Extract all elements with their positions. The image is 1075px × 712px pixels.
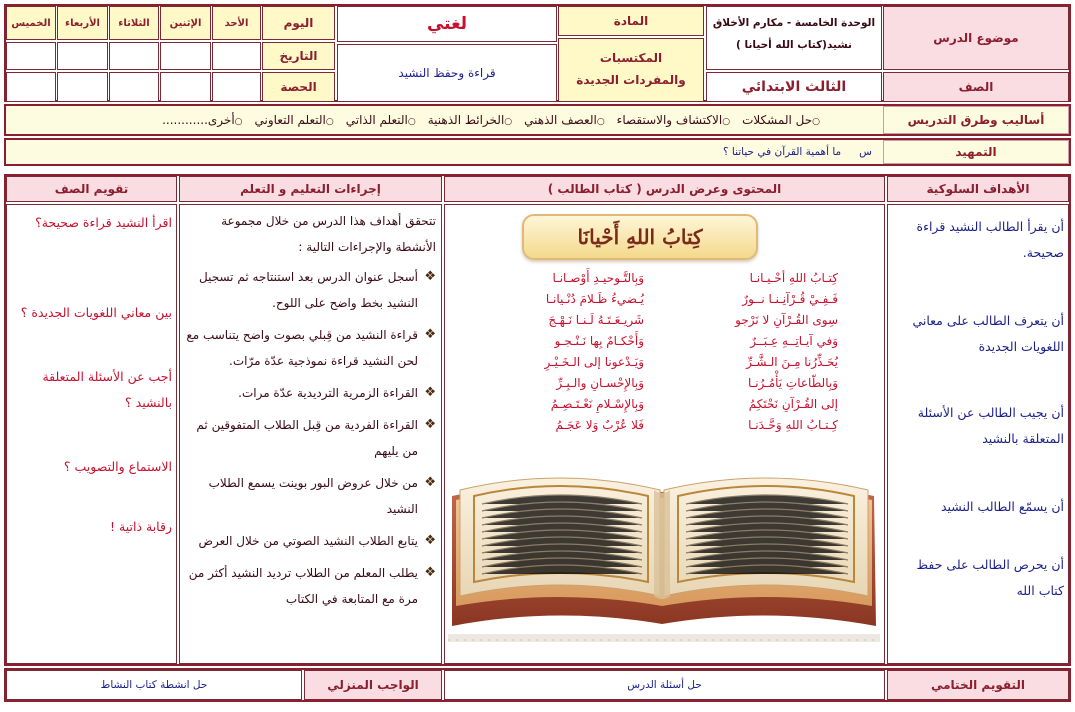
poem-right-column bbox=[662, 268, 838, 436]
date-cell-sunday[interactable] bbox=[212, 42, 261, 70]
poem-line: فَلا عُرْبٌ وَلا عَجَـمُ bbox=[555, 418, 644, 432]
objective-3: أن يجيب الطالب عن الأسئلة المتعلقة بالنشيد bbox=[917, 405, 1064, 446]
unit-line-1: الوحدة الخامسة - مكارم الأخلاق bbox=[712, 17, 876, 29]
date-cell-thursday[interactable] bbox=[6, 42, 56, 70]
poem-left-column bbox=[468, 268, 644, 436]
poem-line: فَـفِـيْ قُـرْآنِـنـا نــورٌ bbox=[742, 292, 838, 306]
homework-label: الواجب المنزلي bbox=[304, 670, 442, 700]
day-monday: الإثنين bbox=[160, 6, 211, 40]
unit-line-2: نشيد(كتاب الله أحيانا ) bbox=[736, 39, 852, 51]
poem-line: وَيَـدْعونا إلى الـخَـيْـرِ bbox=[544, 355, 644, 369]
competencies-label-1: المكتسبات bbox=[599, 51, 663, 65]
competencies-value: قراءة وحفظ النشيد bbox=[337, 44, 557, 102]
competencies-label bbox=[558, 38, 704, 102]
poem-line: شَريـعَـتَـهُ لَـنـا نَـهْـجَ bbox=[548, 313, 644, 327]
period-cell-wednesday[interactable] bbox=[57, 72, 108, 102]
procedures-intro: تتحقق أهداف هذا الدرس من خلال مجموعة الأنشطة والإجراءات التالية : bbox=[221, 214, 436, 254]
poem-line: وَبِالطّاعاتِ يَأْمُـرُنـا bbox=[748, 376, 838, 390]
lesson-topic-label: موضوع الدرس bbox=[883, 6, 1069, 70]
method-1[interactable]: ○حل المشكلات bbox=[742, 113, 820, 127]
poem-line: كِتـابُ اللهِ أحْـيـانـا bbox=[749, 271, 838, 285]
poem-line: يُـضيءُ ظَـلامَ دُنْـيانـا bbox=[545, 292, 644, 306]
day-thursday: الخميس bbox=[6, 6, 56, 40]
col-header-assessment: تقويم الصف bbox=[6, 176, 177, 202]
procedure-item: ❖ من خلال عروض البور بوينت يسمع الطلاب النشيد bbox=[208, 475, 436, 516]
unit-cell bbox=[706, 6, 882, 70]
final-eval-label: التقويم الختامي bbox=[887, 670, 1069, 700]
procedure-item: ❖ القراءة الزمرية الترديدية عدّة مرات. bbox=[238, 385, 436, 400]
open-book-illustration bbox=[448, 456, 880, 652]
period-cell-monday[interactable] bbox=[160, 72, 211, 102]
day-tuesday: الثلاثاء bbox=[109, 6, 159, 40]
objective-2: أن يتعرف الطالب على معاني اللغويات الجديدة bbox=[912, 313, 1064, 354]
objective-1: أن يقرأ الطالب النشيد قراءة صحيحة. bbox=[916, 219, 1064, 260]
date-label: التاريخ bbox=[262, 42, 335, 70]
methods-list bbox=[10, 106, 880, 134]
day-label: اليوم bbox=[262, 6, 335, 40]
assessment-5: رقابة ذاتية ! bbox=[110, 519, 172, 534]
method-7[interactable]: ○أخرى............ bbox=[162, 113, 243, 127]
col-header-content: المحتوى وعرض الدرس ( كتاب الطالب ) bbox=[444, 176, 885, 202]
poem-line: وَفي آيـاتِــهِ عِـبَــرٌ bbox=[750, 334, 838, 348]
poem-line: إلى القُـرْآنِ نَحْتَكِمُ bbox=[748, 397, 838, 411]
period-cell-sunday[interactable] bbox=[212, 72, 261, 102]
intro-prefix: س bbox=[859, 146, 872, 158]
method-3[interactable]: ○العصف الذهني bbox=[524, 113, 605, 127]
poem-line: كِـتـابُ اللهِ وَحَّـدَنـا bbox=[748, 418, 838, 432]
assessment-3: أجب عن الأسئلة المتعلقة بالنشيد ؟ bbox=[42, 369, 172, 410]
method-2[interactable]: ○الاكتشاف والاستقصاء bbox=[616, 113, 731, 127]
date-cell-tuesday[interactable] bbox=[109, 42, 159, 70]
poem-line: وَبِالتَّـوحيـدِ أَوْصـانـا bbox=[552, 271, 644, 285]
assessment-2: بين معاني اللغويات الجديدة ؟ bbox=[20, 305, 172, 320]
method-6[interactable]: ○التعلم التعاوني bbox=[254, 113, 334, 127]
method-4[interactable]: ○الخرائط الذهنية bbox=[427, 113, 513, 127]
competencies-label-2: والمفردات الجديدة bbox=[576, 73, 686, 87]
procedure-item: ❖ يطلب المعلم من الطلاب ترديد النشيد أكثر من مرة مع المتابعة في الكتاب bbox=[188, 565, 436, 606]
poem-line: وَبِالإِسْـلامِ نَعْـتَـصِـمُ bbox=[550, 397, 644, 411]
col-header-procedures: إجراءات التعليم و التعلم bbox=[179, 176, 442, 202]
poem-title-banner bbox=[522, 214, 758, 260]
grade-label: الصف bbox=[883, 72, 1069, 102]
procedure-item: ❖ قراءة النشيد من قِبلي بصوت واضح يتناسب مع لحن النشيد قراءة نموذجية عدّة مرّات. bbox=[186, 327, 436, 368]
intro-question-line bbox=[10, 140, 880, 164]
objective-5: أن يحرص الطالب على حفظ كتاب الله bbox=[916, 557, 1064, 598]
procedures-list bbox=[186, 264, 436, 618]
poem-line: وَأَحْكـامٌ بِها نَـنْـجـو bbox=[554, 334, 644, 348]
poem-line: سِوى القُـرْآنِ لا نَرْجو bbox=[735, 313, 838, 327]
intro-label: التمهيد bbox=[883, 140, 1069, 164]
homework-value: حل انشطة كتاب النشاط bbox=[6, 670, 302, 700]
poem-line: يُحَـذِّرُنا مِـنَ الـشَّـرِّ bbox=[746, 355, 838, 369]
period-cell-tuesday[interactable] bbox=[109, 72, 159, 102]
subject-label: المادة bbox=[558, 6, 704, 36]
day-sunday: الأحد bbox=[212, 6, 261, 40]
day-wednesday: الأربعاء bbox=[57, 6, 108, 40]
col-body-assessment bbox=[6, 204, 177, 664]
date-cell-monday[interactable] bbox=[160, 42, 211, 70]
intro-question: ما أهمية القرآن في حياتنا ؟ bbox=[722, 146, 842, 158]
procedure-item: ❖ أسجل عنوان الدرس بعد استنتاجه ثم تسجيل النشيد بخط واضح على اللوح. bbox=[199, 269, 436, 310]
assessment-1: اقرأ النشيد قراءة صحيحة؟ bbox=[35, 215, 172, 230]
procedure-item: ❖ القراءة الفردية من قِبل الطلاب المتفوقين ثم من يليهم bbox=[196, 417, 436, 458]
col-header-objectives: الأهداف السلوكية bbox=[887, 176, 1069, 202]
objective-4: أن يسمّع الطالب النشيد bbox=[940, 499, 1064, 514]
final-eval-value: حل أسئلة الدرس bbox=[444, 670, 885, 700]
grade-value: الثالث الابتدائي bbox=[706, 72, 882, 102]
method-5[interactable]: ○التعلم الذاتي bbox=[345, 113, 416, 127]
date-cell-wednesday[interactable] bbox=[57, 42, 108, 70]
poem-line: وَبِالإِحْسـانِ والـبِـرِّ bbox=[556, 376, 644, 390]
procedure-item: ❖ يتابع الطلاب النشيد الصوتي من خلال العرض bbox=[198, 533, 436, 548]
period-label: الحصة bbox=[262, 72, 335, 102]
methods-label: أساليب وطرق التدريس bbox=[883, 106, 1069, 134]
assessment-4: الاستماع والتصويب ؟ bbox=[63, 459, 172, 474]
period-cell-thursday[interactable] bbox=[6, 72, 56, 102]
poem-title: كِتابُ اللهِ أَحْيانَا bbox=[577, 225, 703, 249]
subject-value: لغتي bbox=[337, 6, 557, 42]
